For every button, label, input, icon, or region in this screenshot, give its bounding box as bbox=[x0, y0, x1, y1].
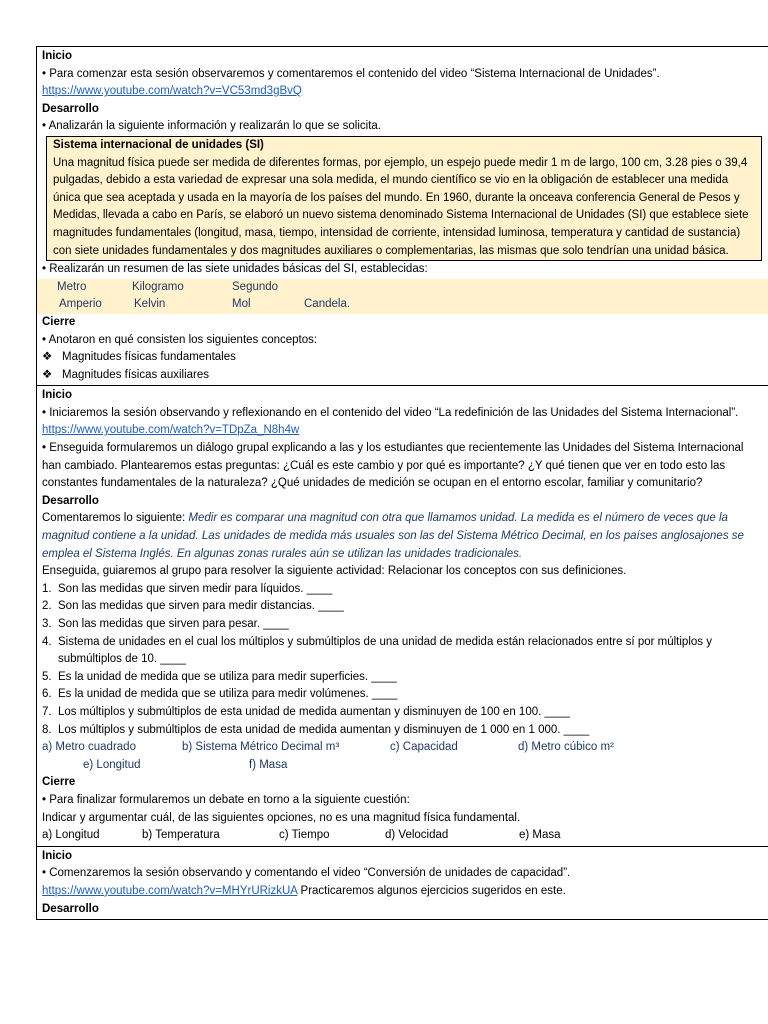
list-item: 8. Los múltiplos y submúltiplos de esta unidad de medida aumentan y disminuyen de 1 000 en 1 000. ____ bbox=[42, 723, 590, 736]
video-link[interactable]: https://www.youtube.com/watch?v=MHYrURizkUA bbox=[42, 884, 298, 897]
italic-quote: Medir es comparar una magnitud con otra que llamamos unidad. La medida es el número de veces que la magnitud contiene a la unidad. Las unidades de medida más usuales son las del Sistema Métrico Decimal, en los países anglosajones se emplea el Sistema Inglés. En algunas zonas rurales aún se utilizan las unidades tradicionales. bbox=[42, 512, 744, 560]
paragraph: Practicaremos algunos ejercicios sugeridos en este. bbox=[297, 884, 566, 897]
answer-option: b) Temperatura bbox=[142, 829, 220, 842]
paragraph: • Para comenzar esta sesión observaremos y comentaremos el contenido del video “Sistema Internacional de Unidades”. bbox=[42, 67, 660, 80]
list-item: 6. Es la unidad de medida que se utiliza para medir volúmenes. ____ bbox=[42, 688, 398, 701]
heading-inicio: Inicio bbox=[42, 849, 73, 862]
paragraph: • Analizarán la siguiente información y realizarán lo que se solicita. bbox=[42, 120, 381, 133]
paragraph: Indicar y argumentar cuál, de las siguientes opciones, no es una magnitud física fundamental. bbox=[42, 811, 521, 824]
unit-label: Kelvin bbox=[134, 298, 166, 311]
si-info-box bbox=[46, 136, 762, 261]
heading-inicio: Inicio bbox=[42, 50, 73, 62]
heading-desarrollo: Desarrollo bbox=[42, 902, 99, 915]
list-item: 7. Los múltiplos y submúltiplos de esta unidad de medida aumentan y disminuyen de 100 en 100. ____ bbox=[42, 705, 571, 718]
session-block-1 bbox=[36, 46, 768, 385]
unit-label: Kilogramo bbox=[132, 280, 184, 293]
concept-item: Magnitudes físicas fundamentales bbox=[62, 351, 236, 364]
answers-row bbox=[42, 827, 764, 845]
option-label: f) Masa bbox=[249, 758, 288, 771]
list-item: 1. Son las medidas que sirven medir para líquidos. ____ bbox=[42, 582, 333, 595]
unit-label: Metro bbox=[57, 280, 87, 293]
list-item: 4. Sistema de unidades en el cual los múltiplos y submúltiplos de una unidad de medida están relacionados entre sí por múltiplos y submúltiplos de 10. ____ bbox=[42, 635, 712, 666]
option-label: a) Metro cuadrado bbox=[42, 741, 136, 754]
box-title: Sistema internacional de unidades (SI) bbox=[53, 138, 264, 151]
list-item: 5. Es la unidad de medida que se utiliza para medir superficies. ____ bbox=[42, 670, 397, 683]
unit-label: Segundo bbox=[232, 280, 279, 293]
heading-inicio: Inicio bbox=[42, 389, 73, 402]
diamond-bullet-icon: ❖ bbox=[42, 368, 53, 381]
session-block-2 bbox=[36, 385, 768, 845]
concept-item: Magnitudes físicas auxiliares bbox=[62, 368, 210, 381]
heading-desarrollo: Desarrollo bbox=[42, 494, 99, 507]
answer-option: e) Masa bbox=[519, 829, 561, 842]
heading-desarrollo: Desarrollo bbox=[42, 102, 99, 115]
heading-cierre: Cierre bbox=[42, 315, 76, 328]
paragraph-lead: Comentaremos lo siguiente: bbox=[42, 512, 189, 525]
paragraph: • Comenzaremos la sesión observando y comentando el video “Conversión de unidades de capacidad”. bbox=[42, 867, 571, 880]
lesson-document bbox=[36, 46, 768, 920]
paragraph: • Iniciaremos la sesión observando y reflexionando en el contenido del video “La redefinición de las Unidades del Sistema Internacional”. bbox=[42, 406, 739, 419]
video-link[interactable]: https://www.youtube.com/watch?v=VC53md3gBvQ bbox=[42, 85, 302, 98]
option-label: e) Longitud bbox=[83, 758, 141, 771]
option-label: c) Capacidad bbox=[390, 741, 458, 754]
paragraph: • Para finalizar formularemos un debate en torno a la siguiente cuestión: bbox=[42, 793, 410, 806]
options-row bbox=[42, 739, 764, 757]
options-row bbox=[42, 757, 764, 775]
option-label: d) Metro cúbico m² bbox=[518, 741, 614, 754]
video-link[interactable]: https://www.youtube.com/watch?v=TDpZa_N8h4w bbox=[42, 424, 300, 437]
answer-option: d) Velocidad bbox=[385, 829, 449, 842]
session-block-3 bbox=[36, 846, 768, 920]
box-text: Una magnitud física puede ser medida de diferentes formas, por ejemplo, un espejo puede medir 1 m de largo, 100 cm, 3.28 pies o 39,4 pulgadas, debido a esta variedad de expresar una sola medida, el mundo científico se vio en la obligación de establecer una medida única que sea aceptada y usada en la mayoría de los países del mundo. En 1960, durante la onceava conferencia General de Pesos y Medidas, llevada a cabo en París, se elaboró un nuevo sistema denominado Sistema Internacional de Unidades (SI) que establece siete magnitudes fundamentales (longitud, masa, tiempo, intensidad de corriente, intensidad luminosa, temperatura y cantidad de sustancia) con siete unidades fundamentales y dos magnitudes auxiliares o complementarias, las mismas que solo tendrían una unidad básica. bbox=[53, 156, 749, 257]
paragraph: • Enseguida formularemos un diálogo grupal explicando a las y los estudiantes que recientemente las Unidades del Sistema Internacional han cambiado. Plantearemos estas preguntas: ¿Cuál es este cambio y por qué es importante? ¿Y qué tienen que ver en todo esto las constantes fundamentales de la naturaleza? ¿Qué unidades de medición se ocupan en el entorno escolar, familiar y comunitario? bbox=[42, 442, 744, 490]
unit-label: Mol bbox=[232, 298, 251, 311]
list-item: 2. Son las medidas que sirven para medir distancias. ____ bbox=[42, 600, 344, 613]
paragraph: • Realizarán un resumen de las siete unidades básicas del SI, establecidas: bbox=[42, 263, 428, 276]
list-item: 3. Son las medidas que sirven para pesar. ____ bbox=[42, 618, 289, 630]
numbered-list bbox=[42, 581, 764, 739]
answer-option: a) Longitud bbox=[42, 829, 100, 842]
heading-cierre: Cierre bbox=[42, 776, 76, 789]
answer-option: c) Tiempo bbox=[279, 829, 330, 842]
paragraph: Enseguida, guiaremos al grupo para resolver la siguiente actividad: Relacionar los conceptos con sus definiciones. bbox=[42, 565, 627, 578]
si-units-list bbox=[37, 279, 768, 314]
option-label: b) Sistema Métrico Decimal m³ bbox=[182, 741, 340, 754]
diamond-bullet-icon: ❖ bbox=[42, 351, 53, 364]
paragraph: • Anotaron en qué consisten los siguientes conceptos: bbox=[42, 333, 318, 346]
unit-label: Amperio bbox=[59, 298, 102, 311]
unit-label: Candela. bbox=[304, 298, 351, 311]
